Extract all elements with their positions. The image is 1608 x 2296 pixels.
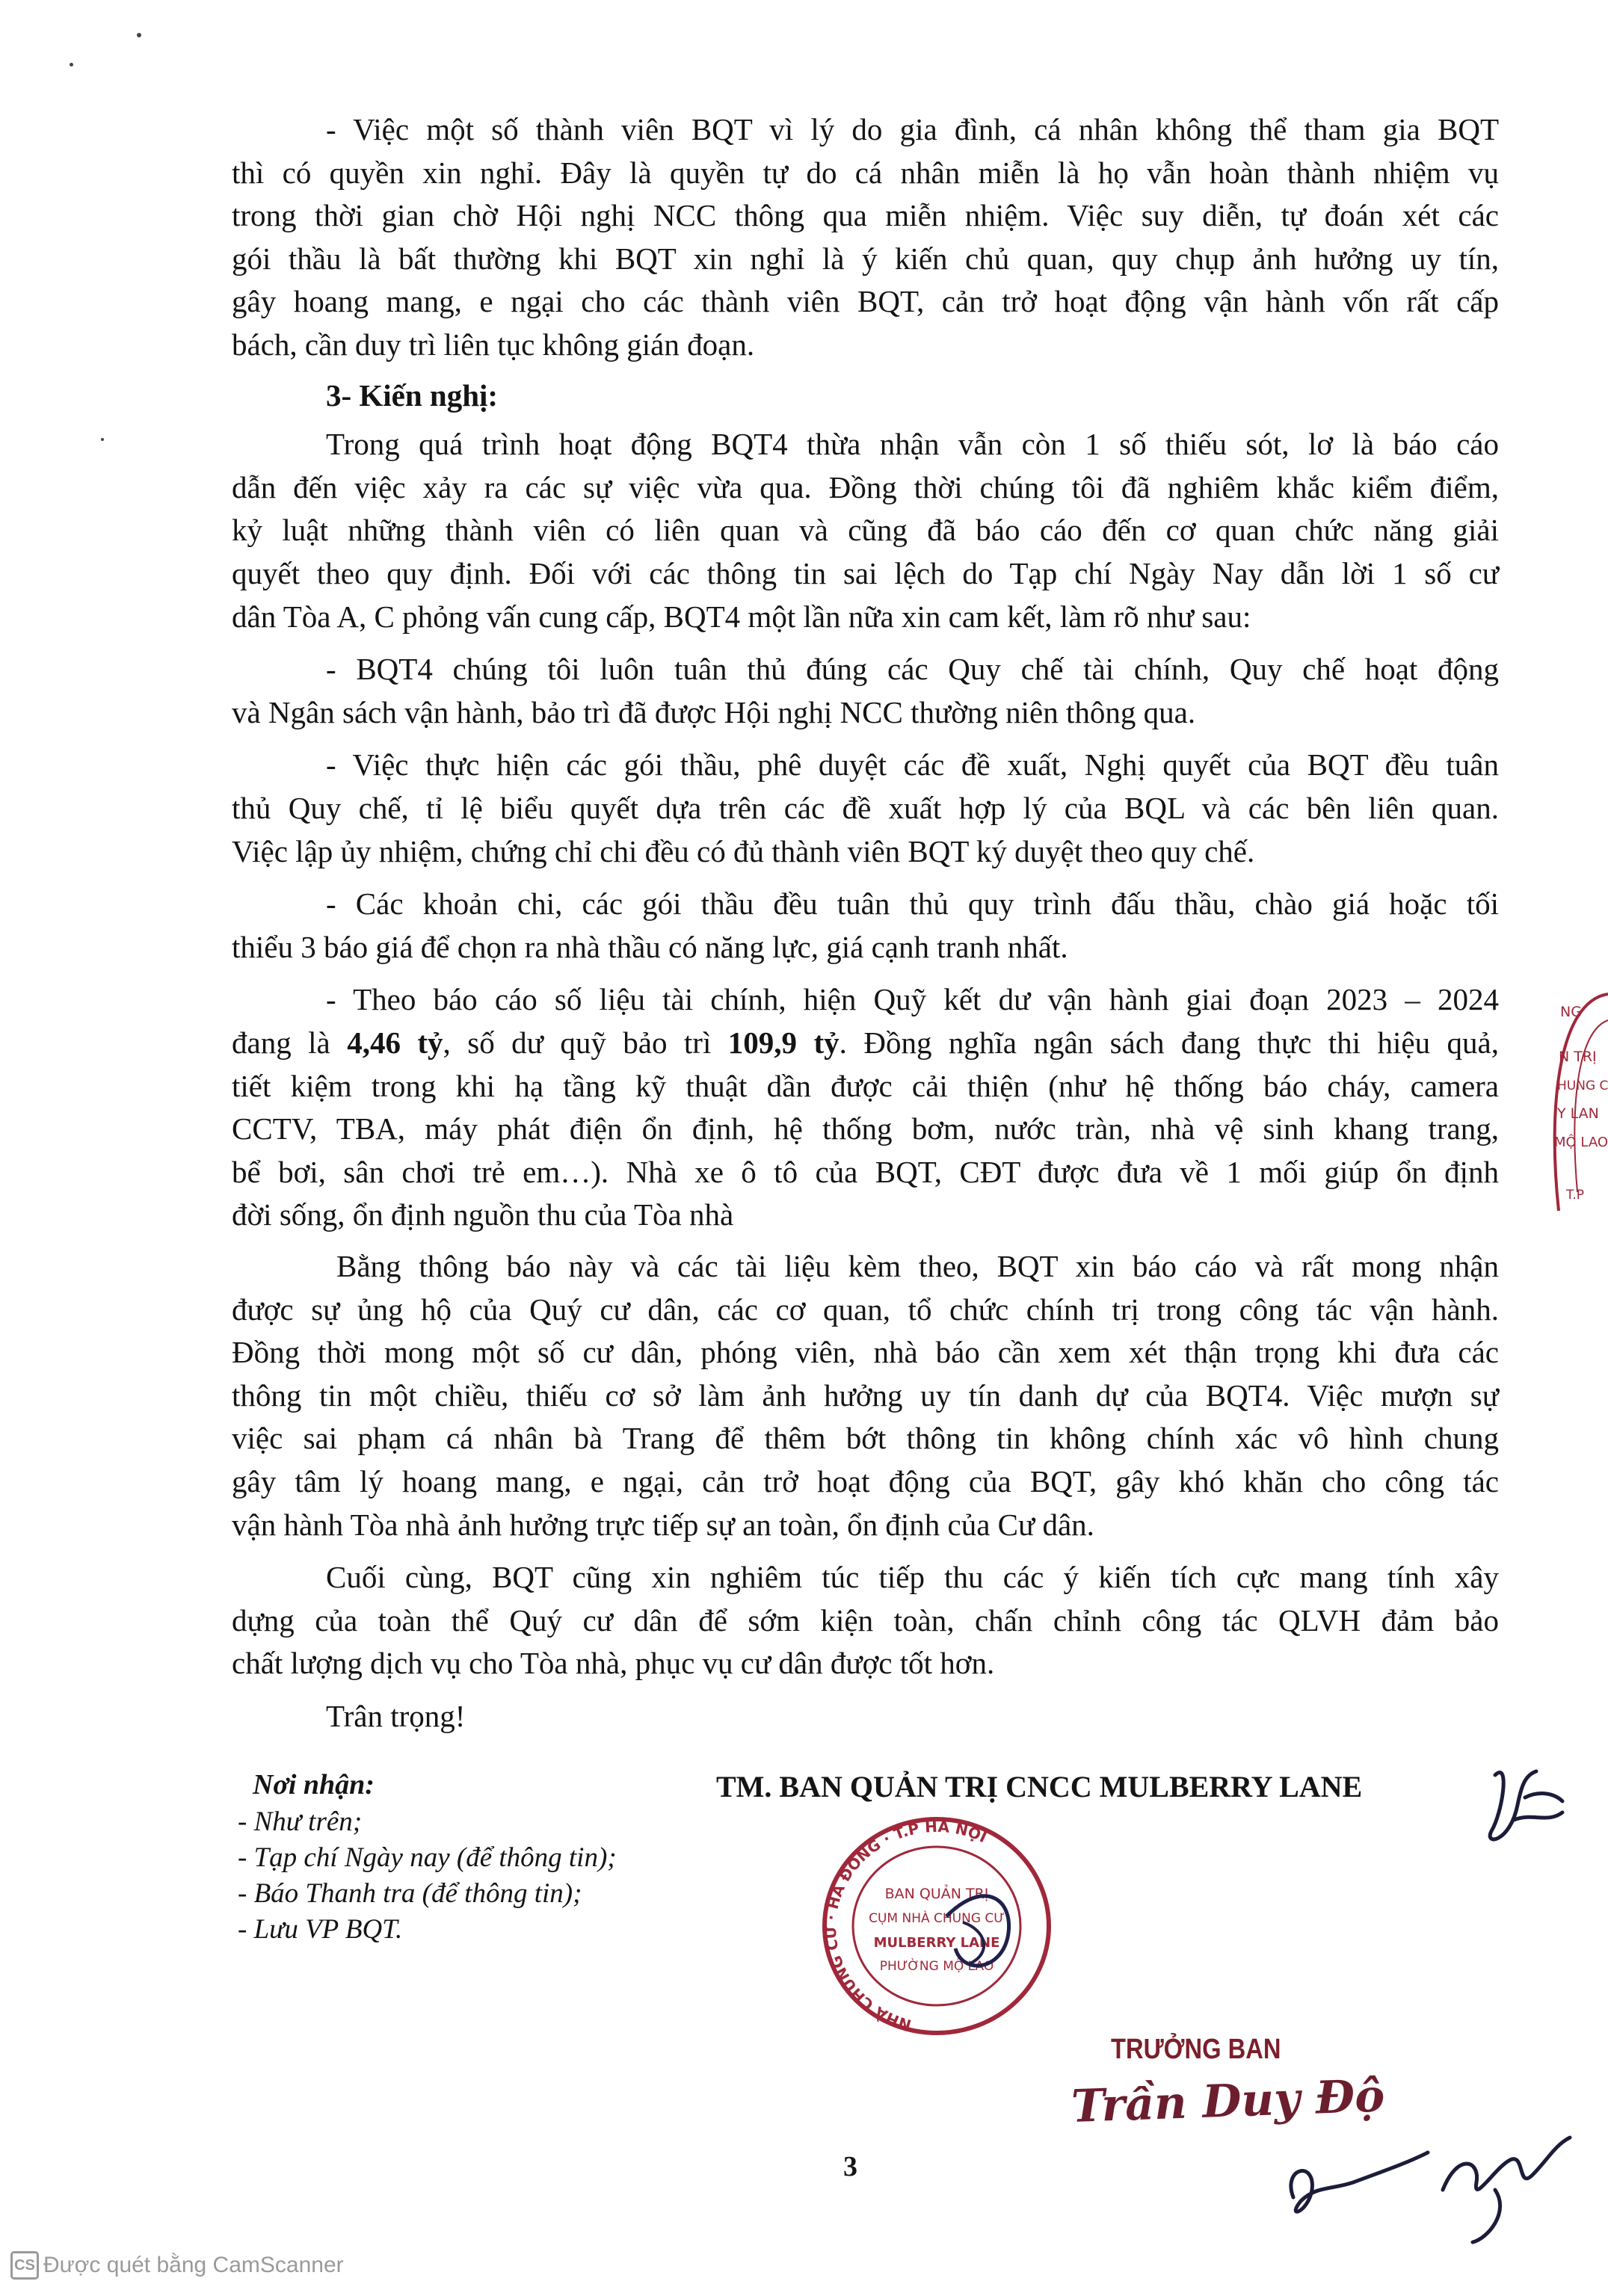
text-line: bể bơi, sân chơi trẻ em…). Nhà xe ô tô của BQT, CĐT được đưa về 1 mối giúp ổn định — [232, 1155, 1499, 1189]
signatory-organization: TM. BAN QUẢN TRỊ CNCC MULBERRY LANE — [716, 1770, 1363, 1803]
recipient-item: - Như trên; — [238, 1806, 363, 1837]
text-line: trong thời gian chờ Hội nghị NCC thông qua miễn nhiệm. Việc suy diễn, tự đoán xét các — [232, 198, 1499, 232]
text-line: việc sai phạm cá nhân bà Trang để thêm bớt thông tin không chính xác vô hình chung — [232, 1421, 1499, 1455]
text-line — [232, 1022, 1499, 1064]
text-line: gây tâm lý hoang mang, e ngại, cản trở hoạt động của BQT, gây khó khăn cho công tác — [232, 1464, 1499, 1499]
signatory-role: TRƯỞNG BAN — [1111, 2034, 1281, 2065]
text-line: thiểu 3 báo giá để chọn ra nhà thầu có năng lực, giá cạnh tranh nhất. — [232, 930, 1068, 964]
text-line: thủ Quy chế, tỉ lệ biểu quyết dựa trên các đề xuất hợp lý của BQL và các bên liên quan. — [232, 791, 1499, 825]
page-edge-seal — [1544, 987, 1608, 1226]
text-line: và Ngân sách vận hành, bảo trì đã được Hội nghị NCC thường niên thông qua. — [232, 695, 1196, 729]
scanner-text: Được quét bằng CamScanner — [43, 2253, 344, 2277]
text-line: - Theo báo cáo số liệu tài chính, hiện Quỹ kết dư vận hành giai đoạn 2023 – 2024 — [326, 982, 1499, 1016]
text-line: Bằng thông báo này và các tài liệu kèm theo, BQT xin báo cáo và rất mong nhận — [336, 1249, 1499, 1283]
scanner-watermark — [10, 2250, 344, 2281]
text-line: dựng của toàn thể Quý cư dân để sớm kiện toàn, chấn chỉnh công tác QLVH đảm bảo — [232, 1603, 1499, 1638]
text-line: - Việc một số thành viên BQT vì lý do gia đình, cá nhân không thể tham gia BQT — [326, 112, 1499, 146]
text-line: Đồng thời mong một số cư dân, phóng viên, nhà báo cần xem xét thận trọng khi đưa các — [232, 1335, 1499, 1369]
text-line: vận hành Tòa nhà ảnh hưởng trực tiếp sự an toàn, ổn định của Cư dân. — [232, 1507, 1094, 1542]
text-line: quyết theo quy định. Đối với các thông tin sai lệch do Tạp chí Ngày Nay dẫn lời 1 số cư — [232, 556, 1499, 590]
recipients-title: Nơi nhận: — [253, 1769, 375, 1800]
text-line: chất lượng dịch vụ cho Tòa nhà, phục vụ cư dân được tốt hơn. — [232, 1646, 995, 1680]
text-line: CCTV, TBA, máy phát điện ổn định, hệ thống bơm, nước tràn, nhà vệ sinh khang trang, — [232, 1111, 1499, 1146]
text-run: , số dư quỹ bảo trì — [443, 1025, 728, 1060]
page-number: 3 — [843, 2151, 857, 2182]
section-heading: 3- Kiến nghị: — [326, 378, 499, 413]
recipient-item: - Báo Thanh tra (để thông tin); — [238, 1878, 582, 1909]
highlighted-figure: 4,46 tỷ — [347, 1025, 443, 1060]
text-line: bách, cần duy trì liên tục không gián đoạn. — [232, 327, 755, 362]
text-line: kỷ luật những thành viên có liên quan và cũng đã báo cáo đến cơ quan chức năng giải — [232, 513, 1499, 547]
edge-seal-text: T.P — [1566, 1188, 1585, 1203]
text-line: - Việc thực hiện các gói thầu, phê duyệt các đề xuất, Nghị quyết của BQT đều tuân — [326, 747, 1499, 782]
text-line: Việc lập ủy nhiệm, chứng chỉ chi đều có đủ thành viên BQT ký duyệt theo quy chế. — [232, 834, 1255, 868]
text-line: Cuối cùng, BQT cũng xin nghiêm túc tiếp thu các ý kiến tích cực mang tính xây — [326, 1560, 1499, 1594]
seal-line: MULBERRY LANE — [873, 1935, 1000, 1951]
camscanner-logo-icon: CS — [10, 2251, 39, 2280]
text-line: gói thầu là bất thường khi BQT xin nghỉ là ý kiến chủ quan, quy chụp ảnh hưởng uy tín, — [232, 241, 1499, 276]
seal-ring-text: NHÀ CHUNG CƯ · HÀ ĐÔNG · T.P HÀ NỘI — [821, 1817, 990, 2034]
recipient-item: - Lưu VP BQT. — [238, 1914, 403, 1945]
initials-signature-icon — [1480, 1760, 1570, 1857]
edge-seal-text: MỘ LAO — [1554, 1135, 1608, 1150]
text-line: dẫn đến việc xảy ra các sự việc vừa qua. Đồng thời chúng tôi đã nghiêm khắc kiểm điểm, — [232, 470, 1499, 504]
text-line: - BQT4 chúng tôi luôn tuân thủ đúng các Quy chế tài chính, Quy chế hoạt động — [326, 652, 1499, 686]
text-line: - Các khoản chi, các gói thầu đều tuân thủ quy trình đấu thầu, chào giá hoặc tối — [326, 886, 1499, 921]
edge-seal-text: HUNG C — [1557, 1078, 1608, 1093]
edge-seal-text: NG — [1560, 1004, 1582, 1020]
text-line: Trong quá trình hoạt động BQT4 thừa nhận vẫn còn 1 số thiếu sót, lơ là báo cáo — [326, 427, 1499, 461]
text-line: thì có quyền xin nghỉ. Đây là quyền tự do cá nhân miễn là họ vẫn hoàn thành nhiệm vụ — [232, 155, 1499, 190]
text-line: được sự ủng hộ của Quý cư dân, các cơ quan, tổ chức chính trị trong công tác vận hành. — [232, 1292, 1499, 1327]
edge-seal-text: Y LAN — [1557, 1105, 1599, 1122]
signatory-name: Trần Duy Độ — [1071, 2070, 1386, 2133]
edge-seal-text: N TRỊ — [1559, 1049, 1597, 1065]
seal-line: CỤM NHÀ CHUNG CƯ — [869, 1911, 1005, 1926]
text-line: Trân trọng! — [326, 1699, 466, 1733]
text-line: tiết kiệm trong khi hạ tầng kỹ thuật dần được cải thiện (như hệ thống báo cháy, camera — [232, 1069, 1499, 1103]
handwritten-signature-icon — [1271, 2108, 1585, 2250]
text-run: . Đồng nghĩa ngân sách đang thực thi hiệu quả, — [839, 1025, 1500, 1060]
recipient-item: - Tạp chí Ngày nay (để thông tin); — [238, 1842, 617, 1873]
text-run: đang là — [232, 1025, 348, 1060]
seal-line: BAN QUẢN TRỊ — [884, 1886, 989, 1902]
text-line: thông tin một chiều, thiếu cơ sở làm ảnh hưởng uy tín danh dự của BQT4. Việc mượn sự — [232, 1378, 1499, 1413]
official-seal — [813, 1810, 1060, 2042]
text-line: đời sống, ổn định nguồn thu của Tòa nhà — [232, 1197, 734, 1232]
seal-line: PHƯỜNG MỘ LAO — [879, 1959, 994, 1974]
text-line: gây hoang mang, e ngại cho các thành viên BQT, cản trở hoạt động vận hành vốn rất cấp — [232, 284, 1499, 318]
text-line: dân Tòa A, C phỏng vấn cung cấp, BQT4 một lần nữa xin cam kết, làm rõ như sau: — [232, 599, 1251, 634]
highlighted-figure: 109,9 tỷ — [727, 1025, 840, 1060]
